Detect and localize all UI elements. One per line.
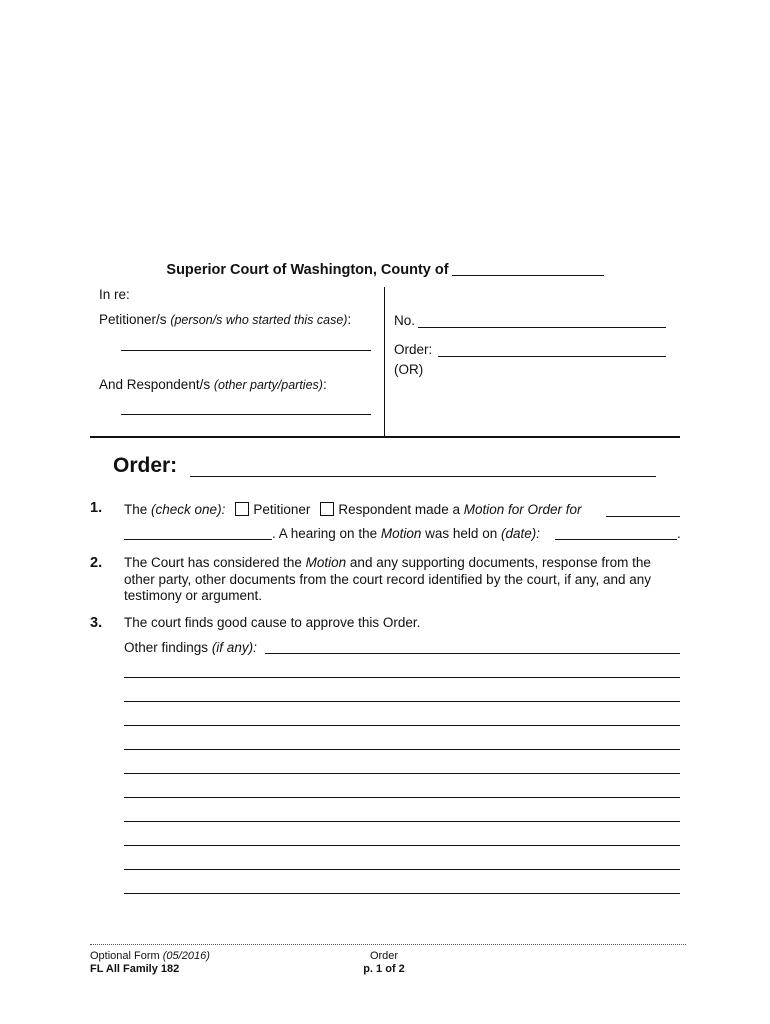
petitioner-option-label: Petitioner	[253, 502, 311, 517]
court-title	[0, 261, 770, 278]
item-3-number: 3.	[90, 615, 103, 631]
item-1-line-2	[272, 526, 540, 541]
form-id: FL All Family 182	[90, 963, 180, 975]
respondent-hint: (other party/parties)	[213, 378, 323, 392]
petitioner-colon: :	[347, 312, 352, 327]
optional-form-text: Optional Form	[90, 950, 160, 962]
in-re-label: In re:	[99, 287, 130, 302]
caption-vertical-divider	[384, 287, 385, 437]
findings-line[interactable]	[124, 773, 680, 774]
item-1-number: 1.	[90, 500, 103, 516]
footer-divider	[90, 944, 686, 945]
respondent-option-label: Respondent made a	[338, 502, 460, 517]
respondent-label-text: And Respondent/s	[99, 377, 211, 392]
findings-line[interactable]	[124, 893, 680, 894]
caption-horizontal-divider	[90, 436, 680, 438]
hearing-text-a: . A hearing on the	[272, 526, 378, 541]
footer-center	[344, 950, 424, 976]
item-1-the: The	[124, 502, 148, 517]
findings-line[interactable]	[124, 869, 680, 870]
other-findings-field[interactable]	[265, 653, 680, 654]
findings-line[interactable]	[124, 677, 680, 678]
respondent-label	[99, 377, 327, 392]
findings-line[interactable]	[124, 797, 680, 798]
item-2-number: 2.	[90, 555, 103, 571]
hearing-date-field[interactable]	[555, 539, 677, 540]
item-3-text: The court finds good cause to approve this Order.	[124, 615, 421, 630]
other-findings-if-any: (if any):	[211, 640, 257, 655]
item-1-line-1	[124, 502, 582, 517]
order-title: Order:	[113, 454, 178, 477]
respondent-name-field[interactable]	[121, 414, 371, 415]
case-number-field[interactable]	[418, 327, 666, 328]
hearing-date-label: (date):	[500, 526, 541, 541]
petitioner-label	[99, 312, 351, 327]
findings-line[interactable]	[124, 701, 680, 702]
other-findings-text: Other findings	[124, 640, 209, 655]
item-2-text	[124, 555, 680, 605]
hearing-text-b: was held on	[425, 526, 498, 541]
findings-line[interactable]	[124, 821, 680, 822]
findings-line[interactable]	[124, 725, 680, 726]
item-2-motion: Motion	[305, 555, 347, 570]
petitioner-hint: (person/s who started this case)	[170, 313, 348, 327]
item-2-text-b: and any supporting documents, response from the other party, other documents from the court record identified by the court, if any, and any testimony or argument.	[124, 555, 652, 603]
findings-line[interactable]	[124, 845, 680, 846]
order-type-label: Order:	[394, 342, 433, 357]
court-title-text: Superior Court of Washington, County of	[166, 262, 449, 278]
petitioner-label-text: Petitioner/s	[99, 312, 167, 327]
hearing-motion: Motion	[380, 526, 422, 541]
item-1-check-one: (check one):	[151, 502, 226, 517]
motion-subject-field[interactable]	[606, 516, 680, 517]
respondent-colon: :	[322, 377, 327, 392]
motion-for-order-for: Motion for Order for	[463, 502, 582, 517]
order-type-field[interactable]	[438, 356, 666, 357]
motion-subject-field-continued[interactable]	[124, 539, 272, 540]
footer-form-line	[90, 950, 210, 963]
item-2-text-a: The Court has considered the	[124, 555, 302, 570]
form-date: (05/2016)	[162, 950, 210, 962]
petitioner-checkbox[interactable]	[235, 502, 249, 516]
other-findings-label	[124, 640, 257, 655]
county-field[interactable]	[452, 261, 604, 276]
footer-doc-name: Order	[369, 950, 399, 962]
footer-left	[90, 950, 210, 976]
findings-line[interactable]	[124, 749, 680, 750]
petitioner-name-field[interactable]	[121, 350, 371, 351]
order-title-field[interactable]	[190, 476, 656, 477]
page-number: p. 1 of 2	[363, 963, 405, 975]
item-1-period: .	[677, 526, 681, 541]
or-label: (OR)	[394, 362, 424, 377]
respondent-checkbox[interactable]	[320, 502, 334, 516]
case-number-label: No.	[394, 313, 416, 328]
